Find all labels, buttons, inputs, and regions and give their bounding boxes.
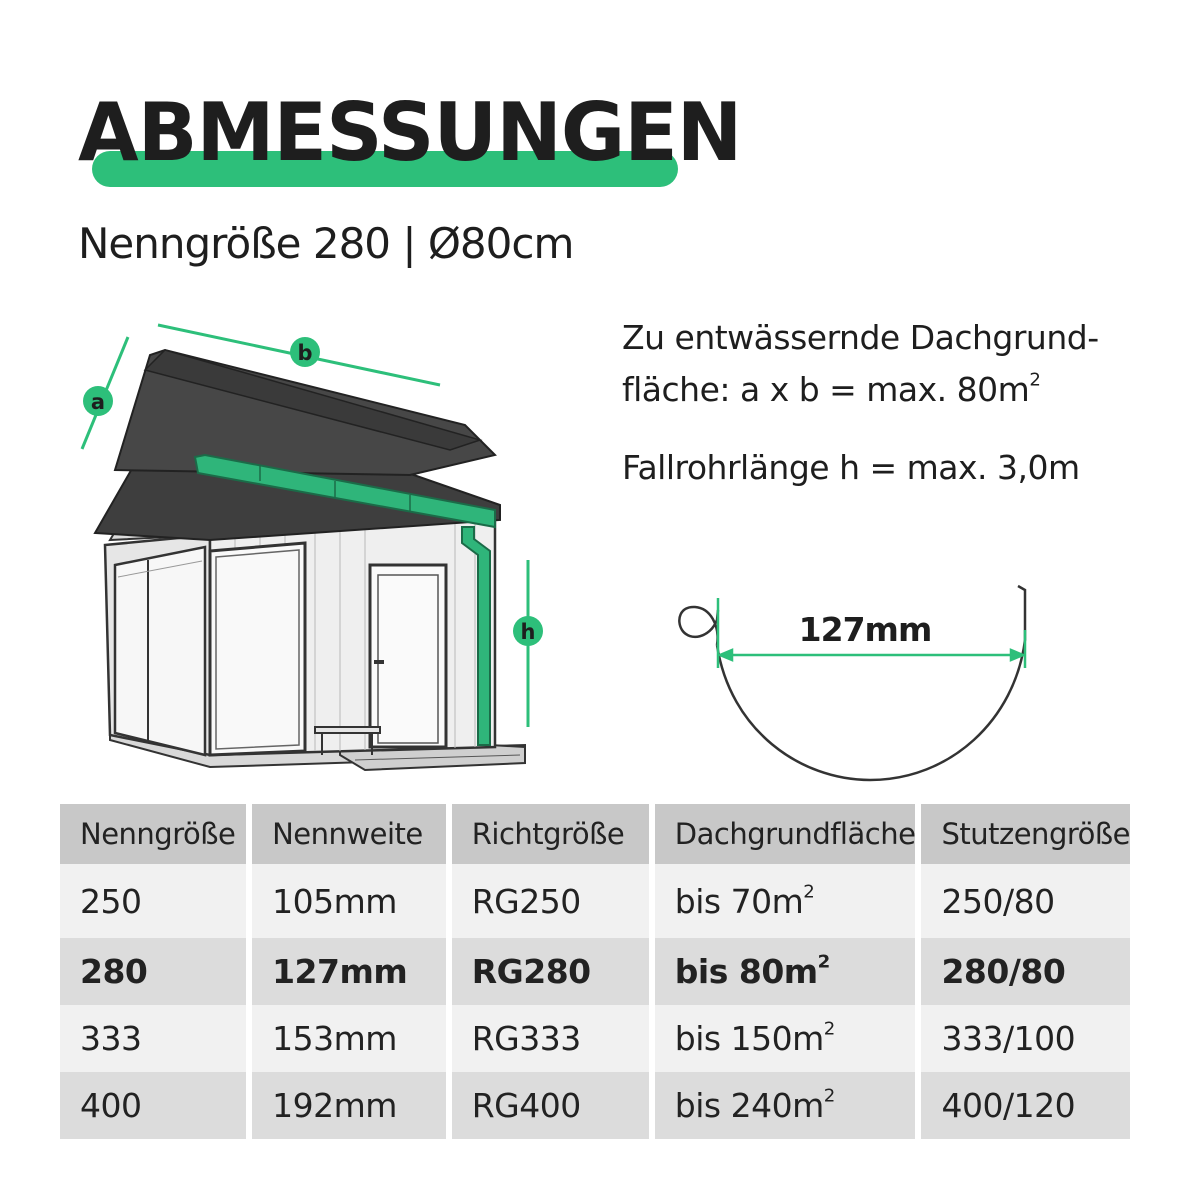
- page-title: ABMESSUNGEN: [78, 86, 742, 179]
- gutter-cross-section: [660, 570, 1040, 790]
- house-illustration: [70, 315, 550, 795]
- info-block: [622, 312, 1182, 494]
- cell-stutzen: 400/120: [921, 1072, 1130, 1139]
- cell-nennweite: 153mm: [252, 1005, 446, 1072]
- downpipe-length: Fallrohrlänge h = max. 3,0m: [622, 448, 1080, 487]
- cell-flaeche: [655, 938, 916, 1005]
- title-block: [78, 86, 742, 198]
- dimension-label-h: h: [520, 620, 536, 644]
- cell-flaeche-text: bis 80m: [674, 952, 818, 991]
- table-header-row: [60, 804, 1130, 864]
- header-nennweite: Nennweite: [252, 804, 446, 864]
- table-row: [60, 864, 1130, 938]
- header-richtgroesse: Richtgröße: [452, 804, 649, 864]
- gutter-width-label: 127mm: [798, 610, 932, 649]
- cell-richtgroesse: RG333: [452, 1005, 649, 1072]
- header-nenngroesse: Nenngröße: [60, 804, 246, 864]
- roof-area-text: fläche: a x b = max. 80m: [622, 370, 1030, 409]
- cell-nenngroesse: 333: [60, 1005, 246, 1072]
- cell-nennweite: 127mm: [252, 938, 446, 1005]
- cell-richtgroesse: RG280: [452, 938, 649, 1005]
- roof-area-line2: [622, 364, 1182, 416]
- cell-nennweite: 105mm: [252, 864, 446, 938]
- dimensions-table: [54, 804, 1136, 1139]
- cell-richtgroesse: RG400: [452, 1072, 649, 1139]
- cell-richtgroesse: RG250: [452, 864, 649, 938]
- table-row: [60, 1072, 1130, 1139]
- roof-area-line1: Zu entwässernde Dachgrund-: [622, 318, 1099, 357]
- cell-stutzen: 333/100: [921, 1005, 1130, 1072]
- cell-stutzen: 280/80: [921, 938, 1130, 1005]
- table-row: [60, 1005, 1130, 1072]
- cell-flaeche-text: bis 240m: [674, 1086, 824, 1125]
- cell-flaeche-sup: 2: [823, 1085, 835, 1107]
- cell-nennweite: 192mm: [252, 1072, 446, 1139]
- cell-flaeche-sup: 2: [803, 881, 815, 903]
- table-row-highlighted: [60, 938, 1130, 1005]
- cell-flaeche-sup: 2: [817, 951, 830, 973]
- page-subtitle: Nenngröße 280 | Ø80cm: [78, 219, 574, 268]
- cell-flaeche: [655, 864, 916, 938]
- dimension-label-a: a: [90, 390, 106, 414]
- cell-nenngroesse: 250: [60, 864, 246, 938]
- cell-nenngroesse: 280: [60, 938, 246, 1005]
- header-dachgrundflaeche: Dachgrundfläche: [655, 804, 916, 864]
- cell-flaeche: [655, 1005, 916, 1072]
- cell-stutzen: 250/80: [921, 864, 1130, 938]
- roof-area-sup: 2: [1029, 369, 1041, 391]
- header-stutzengroesse: Stutzengröße: [921, 804, 1130, 864]
- cell-flaeche-text: bis 150m: [674, 1019, 824, 1058]
- cell-flaeche: [655, 1072, 916, 1139]
- cell-flaeche-text: bis 70m: [674, 881, 804, 921]
- cell-flaeche-sup: 2: [823, 1018, 835, 1040]
- dimension-label-b: b: [297, 341, 313, 365]
- cell-nenngroesse: 400: [60, 1072, 246, 1139]
